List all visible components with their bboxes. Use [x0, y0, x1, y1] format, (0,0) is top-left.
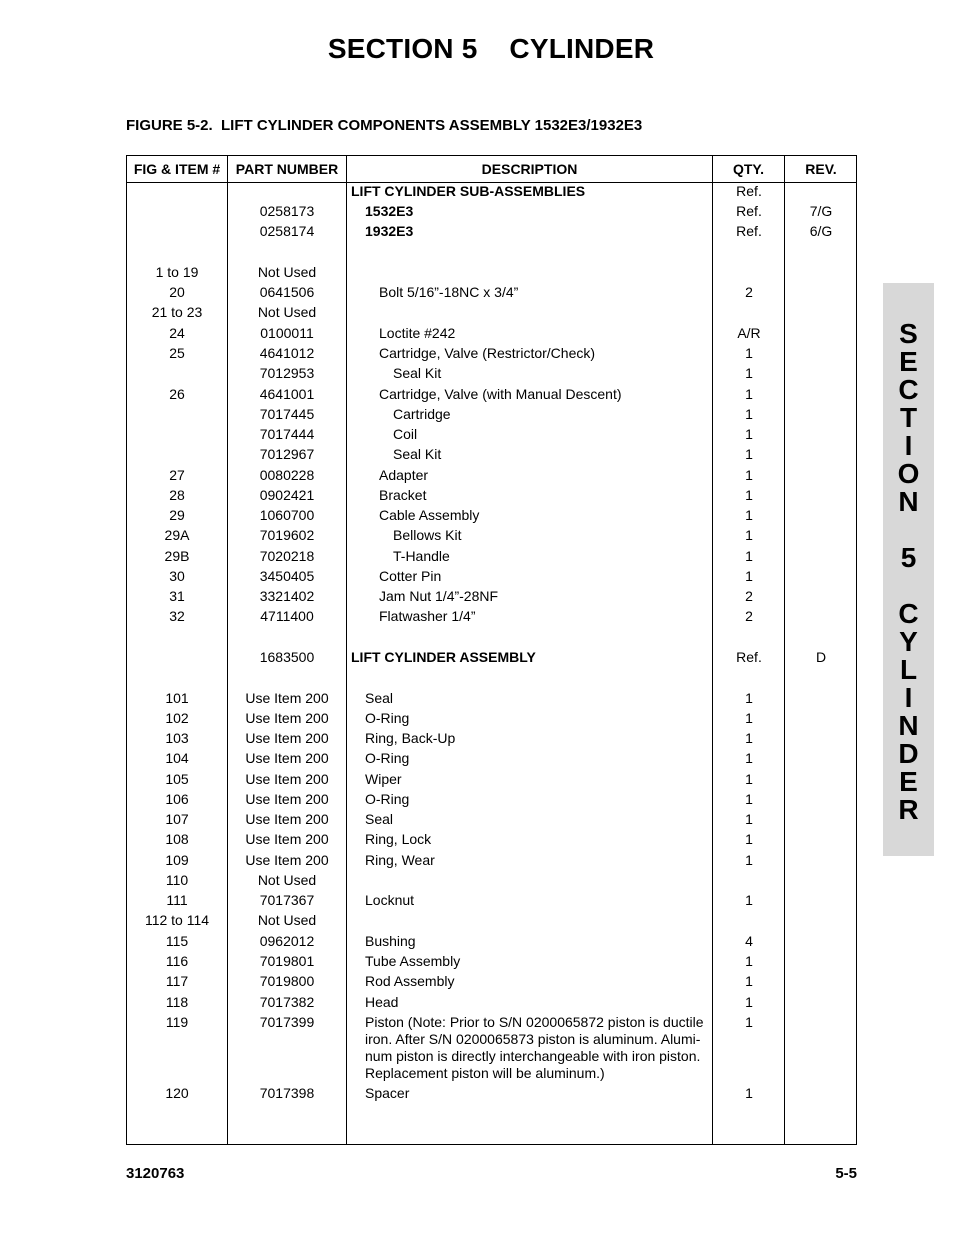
- fig-item-cell: 28: [169, 487, 185, 503]
- part-number-cell: 7017367: [259, 892, 315, 908]
- qty-cell: 1: [745, 487, 753, 503]
- side-tab-letter: I: [904, 430, 913, 461]
- fig-item-cell: 1 to 19: [155, 264, 199, 280]
- fig-item-cell: 106: [165, 791, 189, 807]
- qty-cell: 4: [745, 933, 753, 949]
- header-fig-item: FIG & ITEM #: [133, 161, 221, 177]
- part-number-cell: Use Item 200: [245, 710, 329, 726]
- fig-item-cell: 108: [165, 831, 189, 847]
- qty-cell: Ref.: [736, 223, 762, 239]
- side-tab-letter: I: [904, 682, 913, 713]
- description-cell: Seal Kit: [393, 446, 442, 462]
- description-cell: O-Ring: [365, 710, 410, 726]
- side-tab-letter: E: [899, 346, 918, 377]
- qty-cell: 2: [745, 608, 753, 624]
- fig-item-cell: 103: [165, 730, 189, 746]
- fig-item-cell: 30: [169, 568, 185, 584]
- qty-cell: Ref.: [736, 183, 762, 199]
- column-divider: [346, 156, 347, 1144]
- doc-number: 3120763: [126, 1165, 185, 1182]
- part-number-cell: 0962012: [259, 933, 315, 949]
- part-number-cell: Not Used: [257, 912, 317, 928]
- description-cell: Cartridge, Valve (with Manual Descent): [379, 386, 622, 402]
- fig-item-cell: 27: [169, 467, 185, 483]
- part-number-cell: 7019800: [259, 973, 315, 989]
- qty-cell: 1: [745, 527, 753, 543]
- side-tab-letter: N: [898, 710, 919, 741]
- fig-item-cell: 120: [165, 1085, 189, 1101]
- fig-item-cell: 25: [169, 345, 185, 361]
- part-number-cell: Use Item 200: [245, 831, 329, 847]
- fig-item-cell: 21 to 23: [151, 304, 203, 320]
- fig-item-cell: 32: [169, 608, 185, 624]
- description-cell: Flatwasher 1/4”: [379, 608, 476, 624]
- side-tab-letter: C: [898, 374, 919, 405]
- part-number-cell: 0258173: [259, 203, 315, 219]
- side-tab-letter: R: [898, 794, 919, 825]
- qty-cell: 1: [745, 811, 753, 827]
- description-cell: Piston (Note: Prior to S/N 0200065872 piston is ductile iron. After S/N 0200065873 piston is aluminum. Alumi-num piston is directly interchangeable with iron piston. Replacement piston will be aluminum.): [365, 1014, 704, 1081]
- fig-item-cell: 102: [165, 710, 189, 726]
- rev-cell: 6/G: [809, 223, 833, 239]
- header-rev: REV.: [805, 161, 837, 177]
- qty-cell: 1: [745, 548, 753, 564]
- description-cell: Wiper: [365, 771, 402, 787]
- part-number-cell: Use Item 200: [245, 811, 329, 827]
- fig-item-cell: 29B: [164, 548, 190, 564]
- qty-cell: 1: [745, 852, 753, 868]
- qty-cell: 1: [745, 690, 753, 706]
- side-tab-letter: E: [899, 766, 918, 797]
- part-number-cell: 3321402: [259, 588, 315, 604]
- qty-cell: 1: [745, 1085, 753, 1101]
- qty-cell: 1: [745, 831, 753, 847]
- qty-cell: 1: [745, 730, 753, 746]
- description-cell: Ring, Wear: [365, 852, 435, 868]
- description-cell: O-Ring: [365, 791, 410, 807]
- description-cell: Cartridge: [393, 406, 451, 422]
- side-tab-letter: O: [897, 458, 920, 489]
- part-number-cell: 4711400: [260, 608, 314, 624]
- part-number-cell: 0258174: [259, 223, 315, 239]
- part-number-cell: Use Item 200: [245, 690, 329, 706]
- description-cell: Seal: [365, 690, 394, 706]
- description-cell: LIFT CYLINDER SUB-ASSEMBLIES: [351, 183, 586, 199]
- part-number-cell: 0080228: [259, 467, 315, 483]
- fig-item-cell: 112 to 114: [144, 912, 210, 928]
- parts-table: [126, 155, 857, 1145]
- fig-item-cell: 119: [165, 1014, 189, 1030]
- description-cell: Tube Assembly: [365, 953, 461, 969]
- qty-cell: 1: [745, 386, 753, 402]
- qty-cell: 1: [745, 791, 753, 807]
- description-cell: T-Handle: [393, 548, 450, 564]
- fig-item-cell: 104: [165, 750, 189, 766]
- description-cell: Loctite #242: [379, 325, 456, 341]
- fig-item-cell: 115: [165, 933, 189, 949]
- part-number-cell: 1060700: [259, 507, 315, 523]
- qty-cell: 1: [745, 750, 753, 766]
- part-number-cell: 7017398: [259, 1085, 315, 1101]
- part-number-cell: 7017399: [259, 1014, 315, 1030]
- description-cell: Ring, Lock: [365, 831, 432, 847]
- qty-cell: A/R: [737, 325, 761, 341]
- qty-cell: 1: [745, 365, 753, 381]
- side-tab-letter: N: [898, 486, 919, 517]
- description-cell: O-Ring: [365, 750, 410, 766]
- side-tab-letter: D: [898, 738, 919, 769]
- description-cell: Bushing: [365, 933, 416, 949]
- description-cell: Cable Assembly: [379, 507, 480, 523]
- part-number-cell: 7012967: [259, 446, 315, 462]
- part-number-cell: 1683500: [259, 649, 315, 665]
- qty-cell: 1: [745, 1014, 753, 1030]
- description-cell: Seal Kit: [393, 365, 442, 381]
- description-cell: Seal: [365, 811, 394, 827]
- part-number-cell: 3450405: [259, 568, 315, 584]
- side-tab-letter: Y: [899, 626, 918, 657]
- part-number-cell: 0100011: [260, 325, 314, 341]
- qty-cell: 1: [745, 771, 753, 787]
- fig-item-cell: 29: [169, 507, 185, 523]
- page-number: 5-5: [835, 1165, 857, 1182]
- fig-item-cell: 109: [165, 852, 189, 868]
- fig-item-cell: 107: [165, 811, 189, 827]
- fig-item-cell: 117: [165, 973, 189, 989]
- part-number-cell: 7017445: [259, 406, 315, 422]
- qty-cell: 1: [745, 892, 753, 908]
- part-number-cell: Not Used: [257, 872, 317, 888]
- qty-cell: 2: [745, 284, 753, 300]
- part-number-cell: 0641506: [259, 284, 315, 300]
- page-title: SECTION 5 CYLINDER: [327, 33, 655, 64]
- qty-cell: 1: [745, 446, 753, 462]
- part-number-cell: Use Item 200: [245, 852, 329, 868]
- description-cell: Ring, Back-Up: [365, 730, 456, 746]
- part-number-cell: Not Used: [257, 304, 317, 320]
- description-cell: 1932E3: [365, 223, 414, 239]
- part-number-cell: Use Item 200: [245, 791, 329, 807]
- description-cell: Cartridge, Valve (Restrictor/Check): [379, 345, 596, 361]
- part-number-cell: Use Item 200: [245, 771, 329, 787]
- part-number-cell: 4641001: [259, 386, 315, 402]
- description-cell: Cotter Pin: [379, 568, 442, 584]
- description-cell: Bracket: [379, 487, 427, 503]
- description-cell: Spacer: [365, 1085, 410, 1101]
- description-cell: Coil: [393, 426, 418, 442]
- figure-title: FIGURE 5-2. LIFT CYLINDER COMPONENTS ASSEMBLY 1532E3/1932E3: [126, 117, 643, 134]
- side-tab-letter: S: [899, 318, 918, 349]
- fig-item-cell: 26: [169, 386, 185, 402]
- qty-cell: 1: [745, 345, 753, 361]
- part-number-cell: 0902421: [259, 487, 315, 503]
- header-qty: QTY.: [732, 161, 765, 177]
- fig-item-cell: 110: [165, 872, 189, 888]
- description-cell: Rod Assembly: [365, 973, 455, 989]
- column-divider: [712, 156, 713, 1144]
- part-number-cell: Use Item 200: [245, 750, 329, 766]
- part-number-cell: 7012953: [259, 365, 315, 381]
- qty-cell: 1: [745, 973, 753, 989]
- qty-cell: 1: [745, 426, 753, 442]
- fig-item-cell: 29A: [164, 527, 190, 543]
- section-side-tab: [883, 283, 934, 856]
- qty-cell: 2: [745, 588, 753, 604]
- qty-cell: Ref.: [736, 203, 762, 219]
- description-cell: Bolt 5/16”-18NC x 3/4”: [379, 284, 519, 300]
- side-tab-letter: C: [898, 598, 919, 629]
- description-cell: 1532E3: [365, 203, 414, 219]
- part-number-cell: 7019602: [259, 527, 315, 543]
- part-number-cell: 7020218: [259, 548, 315, 564]
- fig-item-cell: 118: [165, 994, 189, 1010]
- description-cell: Jam Nut 1/4”-28NF: [379, 588, 499, 604]
- description-cell: Bellows Kit: [393, 527, 462, 543]
- fig-item-cell: 24: [169, 325, 185, 341]
- part-number-cell: 7019801: [259, 953, 315, 969]
- qty-cell: 1: [745, 994, 753, 1010]
- description-cell: LIFT CYLINDER ASSEMBLY: [351, 649, 536, 665]
- description-cell: Head: [365, 994, 399, 1010]
- part-number-cell: 7017444: [259, 426, 315, 442]
- rev-cell: 7/G: [809, 203, 833, 219]
- fig-item-cell: 116: [165, 953, 189, 969]
- header-description: DESCRIPTION: [481, 161, 578, 177]
- side-tab-letter: L: [899, 654, 918, 685]
- qty-cell: 1: [745, 568, 753, 584]
- qty-cell: 1: [745, 710, 753, 726]
- fig-item-cell: 101: [165, 690, 189, 706]
- rev-cell: D: [815, 649, 827, 665]
- qty-cell: Ref.: [736, 649, 762, 665]
- description-cell: Locknut: [365, 892, 415, 908]
- side-tab-letter: 5: [900, 542, 917, 573]
- part-number-cell: 4641012: [259, 345, 315, 361]
- fig-item-cell: 20: [169, 284, 185, 300]
- fig-item-cell: 105: [165, 771, 189, 787]
- header-part-number: PART NUMBER: [235, 161, 339, 177]
- part-number-cell: Use Item 200: [245, 730, 329, 746]
- fig-item-cell: 111: [166, 892, 188, 908]
- part-number-cell: Not Used: [257, 264, 317, 280]
- side-tab-letter: T: [899, 402, 918, 433]
- qty-cell: 1: [745, 507, 753, 523]
- fig-item-cell: 31: [169, 588, 185, 604]
- qty-cell: 1: [745, 467, 753, 483]
- description-cell: Adapter: [379, 467, 429, 483]
- qty-cell: 1: [745, 406, 753, 422]
- qty-cell: 1: [745, 953, 753, 969]
- part-number-cell: 7017382: [259, 994, 315, 1010]
